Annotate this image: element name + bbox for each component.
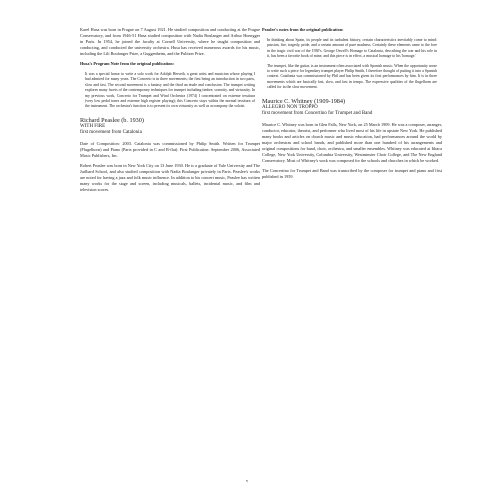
peaslee-movement: first movement from Catalonia — [80, 130, 142, 136]
left-column — [80, 27, 260, 197]
page-number: v — [246, 478, 249, 483]
peaslee-tempo: WITH FIRE — [80, 123, 106, 129]
whitney-movement: first movement from Concertino for Trumpet and Band — [262, 110, 373, 116]
whitney-heading: Maurice C. Whitney (1909-1984) — [262, 97, 346, 105]
peaslee-note-paragraph-1: In thinking about Spain, its people and its turbulent history, certain characteristics inevitably come to mind: passion, fire, tragedy, pride, and a certain amount of pure madness. Certainly these elements came to the fore in the tragic civil war of the 1930's. George Orwell's Homage to Catalonia, describing the war and his role in it, has been a favorite book of mine, and this piece is in effect, a musical homage to his 'homage.' — [267, 38, 437, 59]
concertino-note-paragraph: The Concertino for Trumpet and Band was transcribed by the composer for trumpet and piano and first published in 1959. — [262, 168, 442, 180]
peaslee-heading: Richard Peaslee (b. 1930) — [80, 116, 144, 124]
catalonia-details-paragraph: Date of Composition: 2003. Catalonia was commissioned by Philip Smith. Written for Trumpet (Flugelhorn) and Piano (Parts provided in C and B-flat). First Publication: September 2006, Associated Music Publishers, Inc. — [80, 141, 260, 159]
right-column — [262, 27, 442, 184]
husa-program-note: It was a special honor to write a solo work for Adolph Herseth, a great artist and musician whose playing I had admired for many years. The Concerto is in three movements; the first being an introduction in two parts, slow and fast. The second movement is a fantasy and the third an etude and conclusion. The trumpet writing explores many facets of the contemporary techniques for trumpet including timbre, sonority, and virtuosity. In my previous work, Concerto for Trumpet and Wind Orchestra (1974) I concentrated on extreme tessitura (very low pedal tones and extreme high register playing); this Concerto stays within the normal tessitura of the instrument. The orchestra's function is to present its own virtuosity as well as accompany the soloist. — [85, 72, 255, 109]
peaslee-bio-paragraph: Robert Peaslee was born in New York City on 13 June 1930. He is a graduate of Yale University and The Juilliard School, and also studied composition with Nadia Boulanger privately in Paris. Peaslee's works are noted for having a jazz and folk music influence. In addition to his concert music, Peaslee has written many works for the stage and screen, including musicals, ballets, incidental music, and film and television scores. — [80, 163, 260, 193]
husa-note-heading: Husa's Program Note from the original publication: — [80, 61, 175, 66]
whitney-bio-paragraph: Maurice C. Whitney was born in Glen Falls, New York, on 25 March 1909. He was a composer, arranger, conductor, educator, theorist, and performer who lived most of his life in upstate New York. He published many books and articles on church music and music education, had performances around the world by major orchestras and school bands, and published more than one hundred of his arrangements and original compositions for band, choir, orchestra, and smaller ensembles. Whitney was educated at Ithaca College, New York University, Columbia University, Westminster Choir College, and The New England Conservatory. Most of Whitney's work was composed for the schools and churches in which he worked. — [262, 122, 442, 164]
husa-bio-paragraph: Karel Husa was born in Prague on 7 August 1921. He studied composition and conducting at the Prague Conservatory, and from 1946-51 Husa studied composition with Nadia Boulanger and Arthur Honegger in Paris. In 1954, he joined the faculty at Cornell University, where he taught composition and conducting, and conducted the university orchestra. Husa has received numerous awards for his music, including the Lili Boulanger Prize, a Guggenheim, and the Pulitzer Prize. — [80, 27, 260, 56]
peaslee-note-heading: Peaslee's notes from the original publication: — [262, 27, 344, 32]
whitney-tempo: ALLEGRO NON TROPPO — [262, 104, 318, 110]
peaslee-note-paragraph-2: The trumpet, like the guitar, is an instrument often associated with Spanish music. When the opportunity arose to write such a piece for legendary trumpet player Philip Smith, I therefore thought of putting it into a Spanish context. Catalonia was commissioned by Phil and has been given its first performances by him. It is in three movements which are basically fast, slow, and fast in tempo. The expressive qualities of the flugelhorn are called for in the slow movement. — [267, 63, 437, 90]
